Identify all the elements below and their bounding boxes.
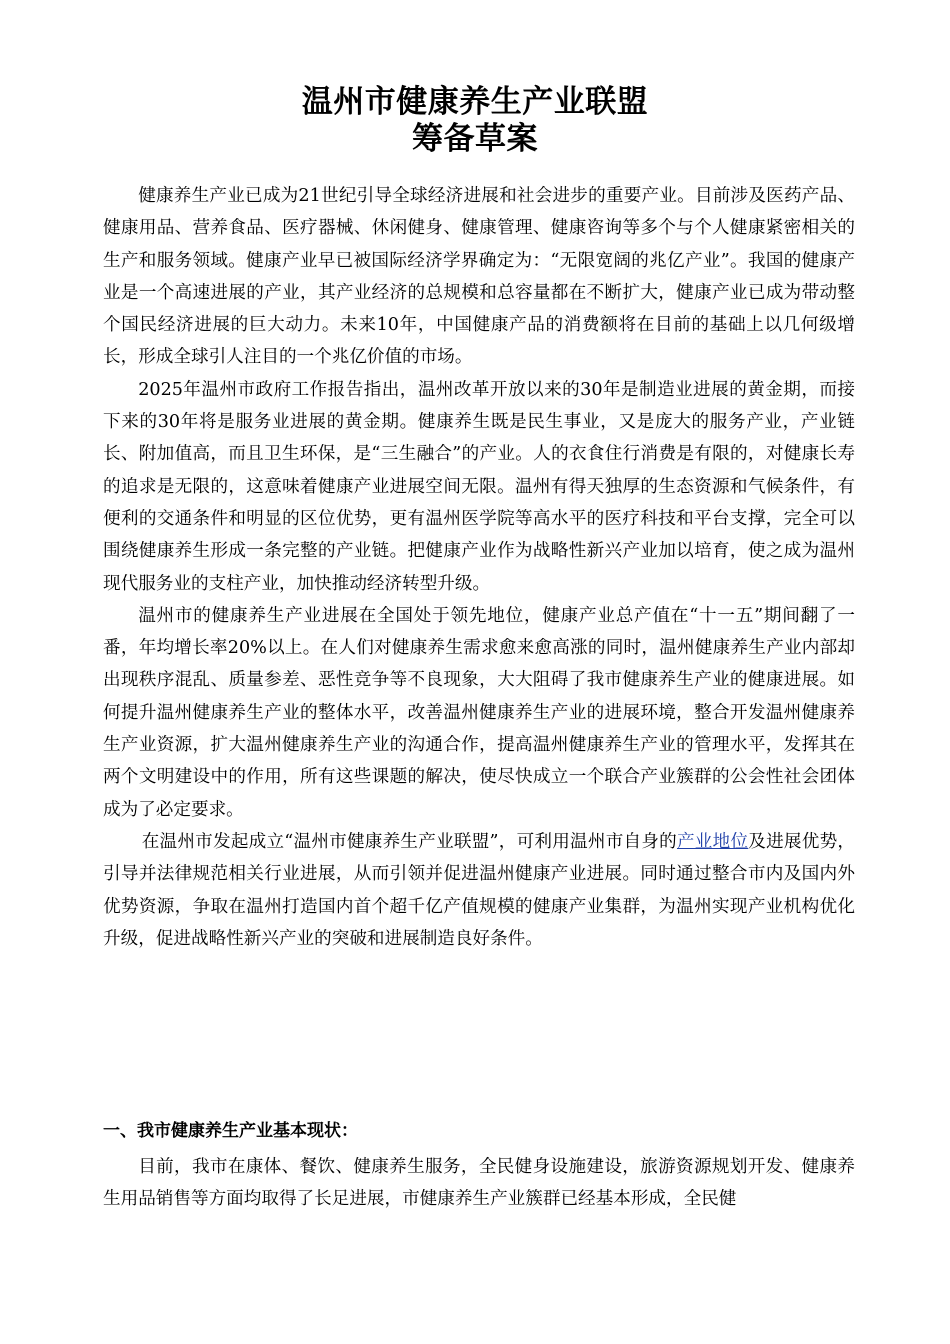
- title-line-2: 筹备草案: [412, 121, 538, 157]
- paragraph-3: 温州市的健康养生产业进展在全国处于领先地位，健康产业总产值在“十一五”期间翻了一番，年均增长率20%以上。在人们对健康养生需求愈来愈高涨的同时，温州健康养生产业内部却出现秩序混乱、质量参差、恶性竞争等不良现象，大大阻碍了我市健康养生产业的健康进展。如何提升温州健康养生产业的整体水平，改善温州健康养生产业的进展环境，整合开发温州健康养生产业资源，扩大温州健康养生产业的沟通合作，提高温州健康养生产业的管理水平，发挥其在两个文明建设中的作用，所有这些课题的解决，使尽快成立一个联合产业簇群的公会性社会团体成为了必定要求。: [103, 605, 855, 820]
- industry-position-link[interactable]: 产业地位: [676, 831, 749, 852]
- section-1-heading: 一、我市健康养生产业基本现状：: [103, 1121, 358, 1141]
- section-1-paragraph: 目前，我市在康体、餐饮、健康养生服务，全民健身设施建设，旅游资源规划开发、健康养生用品销售等方面均取得了长足进展，市健康养生产业簇群已经基本形成，全民健: [103, 1157, 855, 1210]
- title-line-1: 温州市健康养生产业联盟: [301, 84, 649, 120]
- paragraph-2: 2025年温州市政府工作报告指出，温州改革开放以来的30年是制造业进展的黄金期，而接下来的30年将是服务业进展的黄金期。健康养生既是民生事业，又是庞大的服务产业，产业链长、附加值高，而且卫生环保，是“三生融合”的产业。人的衣食住行消费是有限的，对健康长寿的追求是无限的，这意味着健康产业进展空间无限。温州有得天独厚的生态资源和气候条件，有便利的交通条件和明显的区位优势，更有温州医学院等高水平的医疗科技和平台支撑，完全可以围绕健康养生形成一条完整的产业链。把健康产业作为战略性新兴产业加以培育，使之成为温州现代服务业的支柱产业，加快推动经济转型升级。: [103, 379, 855, 594]
- paragraph-4-text-before-link: 在温州市发起成立“温州市健康养生产业联盟”，可利用温州市自身的: [141, 831, 677, 852]
- paragraph-4: [103, 826, 855, 955]
- document-title: [0, 84, 950, 158]
- section-1-body: [103, 1151, 855, 1216]
- document-body: [103, 180, 855, 955]
- paragraph-4-text-after-link: 及进展优势，引导并法律规范相关行业进展，从而引领并促进温州健康产业进展。同时通过整合市内及国内外优势资源，争取在温州打造国内首个超千亿产值规模的健康产业集群，为温州实现产业机构优化升级，促进战略性新兴产业的突破和进展制造良好条件。: [103, 831, 855, 949]
- paragraph-1: 健康养生产业已成为21世纪引导全球经济进展和社会进步的重要产业。目前涉及医药产品、健康用品、营养食品、医疗器械、休闲健身、健康管理、健康咨询等多个与个人健康紧密相关的生产和服务领域。健康产业早已被国际经济学界确定为：“无限宽阔的兆亿产业”。我国的健康产业是一个高速进展的产业，其产业经济的总规模和总容量都在不断扩大，健康产业已成为带动整个国民经济进展的巨大动力。未来10年，中国健康产品的消费额将在目前的基础上以几何级增长，形成全球引人注目的一个兆亿价值的市场。: [103, 186, 855, 368]
